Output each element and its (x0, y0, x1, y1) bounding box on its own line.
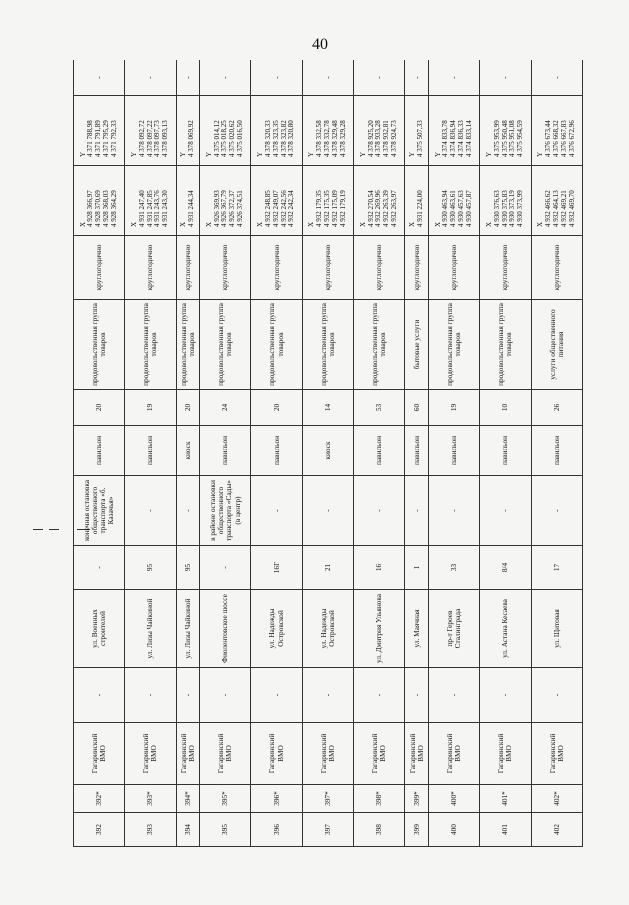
cell-num: 398 (354, 813, 405, 847)
cell-area: 60 (405, 390, 429, 426)
cell-area: 20 (74, 390, 125, 426)
cell-num: 393 (125, 813, 176, 847)
cell-y: Y 4 376 673,44 4 376 668,32 4 376 667,83 4 376 672,96 (531, 96, 582, 166)
cell-num: 394 (176, 813, 200, 847)
cell-x: X 4 932 466,62 4 932 464,13 4 932 469,21 4 932 469,70 (531, 166, 582, 236)
cell-street: ул. Надежды Островской (302, 590, 353, 668)
cell-code: 400* (428, 785, 479, 813)
cell-code: 395* (200, 785, 251, 813)
cell-specialization: продовольственная группа товаров (354, 300, 405, 390)
table-row (125, 60, 176, 847)
cell-street: ул. Лизы Чайкиной (125, 590, 176, 668)
cell-specialization: продовольственная группа товаров (125, 300, 176, 390)
cell-object-type: павильон (251, 426, 302, 476)
table-row (176, 60, 200, 847)
cell-house: - (74, 546, 125, 590)
cell-x: X 4 932 248,85 4 932 249,07 4 932 242,56 4 932 242,34 (251, 166, 302, 236)
cell-locality: - (251, 668, 302, 723)
cell-specialization: продовольственная группа товаров (480, 300, 531, 390)
cell-extra: - (74, 60, 125, 96)
cell-object-type: павильон (405, 426, 429, 476)
cell-code: 398* (354, 785, 405, 813)
cell-area: 14 (302, 390, 353, 426)
cell-x: X 4 932 179,35 4 932 175,35 4 932 175,09 4 932 179,19 (302, 166, 353, 236)
cell-x: X 4 931 224,00 (405, 166, 429, 236)
cell-specialization: продовольственная группа товаров (74, 300, 125, 390)
cell-extra: - (125, 60, 176, 96)
cell-area: 19 (428, 390, 479, 426)
cell-locality: - (480, 668, 531, 723)
cell-period: круглогодично (251, 236, 302, 300)
cell-locality: - (125, 668, 176, 723)
cell-landmark: - (125, 476, 176, 546)
cell-x: X 4 931 247,40 4 931 247,85 4 931 243,76 4 931 243,30 (125, 166, 176, 236)
cell-house: 16 (354, 546, 405, 590)
cell-object-type: павильон (480, 426, 531, 476)
cell-object-type: павильон (200, 426, 251, 476)
cell-period: круглогодично (405, 236, 429, 300)
cell-extra: - (176, 60, 200, 96)
cell-period: круглогодично (200, 236, 251, 300)
cell-extra: - (480, 60, 531, 96)
cell-house: - (200, 546, 251, 590)
cell-locality: - (176, 668, 200, 723)
table-row (405, 60, 429, 847)
cell-district: Гагаринский ВМО (480, 723, 531, 785)
cell-extra: - (354, 60, 405, 96)
cell-object-type: павильон (428, 426, 479, 476)
table-row (480, 60, 531, 847)
cell-code: 402* (531, 785, 582, 813)
cell-object-type: павильон (531, 426, 582, 476)
cell-area: 10 (480, 390, 531, 426)
cell-period: круглогодично (480, 236, 531, 300)
table-row (354, 60, 405, 847)
cell-district: Гагаринский ВМО (302, 723, 353, 785)
rotated-table-frame (73, 60, 583, 847)
cell-landmark: - (251, 476, 302, 546)
table-row (302, 60, 353, 847)
cell-y: Y 4 378 092,72 4 378 097,22 4 378 097,73 4 378 093,13 (125, 96, 176, 166)
cell-y: Y 4 371 788,98 4 371 791,89 4 371 795,29 4 371 792,33 (74, 96, 125, 166)
cell-landmark: в районе остановки общественного транспорта «Сады» (в центр) (200, 476, 251, 546)
cell-y: Y 4 378 332,58 4 378 332,78 4 378 329,48 4 378 329,28 (302, 96, 353, 166)
table-row (428, 60, 479, 847)
cell-street: пр-т Героев Сталинграда (428, 590, 479, 668)
cell-specialization: бытовые услуги (405, 300, 429, 390)
cell-landmark: - (302, 476, 353, 546)
cell-house: 33 (428, 546, 479, 590)
cell-extra: - (428, 60, 479, 96)
cell-street: ул. Щитовая (531, 590, 582, 668)
cell-code: 392* (74, 785, 125, 813)
cell-object-type: павильон (125, 426, 176, 476)
cell-num: 402 (531, 813, 582, 847)
cell-code: 394* (176, 785, 200, 813)
cell-house: 1 (405, 546, 429, 590)
cell-x: X 4 932 270,54 4 932 269,96 4 932 263,39 4 932 263,97 (354, 166, 405, 236)
cell-num: 397 (302, 813, 353, 847)
cell-y: Y 4 378 925,20 4 378 933,28 4 378 932,81 4 378 924,73 (354, 96, 405, 166)
cell-period: круглогодично (74, 236, 125, 300)
cell-y: Y 4 375 014,12 4 375 018,25 4 375 020,62 4 375 016,50 (200, 96, 251, 166)
table-row (200, 60, 251, 847)
cell-street: ул. Дмитрия Ульянова (354, 590, 405, 668)
table-row (74, 60, 125, 847)
cell-locality: - (531, 668, 582, 723)
page-number: 40 (312, 36, 328, 53)
cell-y: Y 4 378 320,33 4 378 323,35 4 378 323,82 4 378 320,80 (251, 96, 302, 166)
cell-extra: - (251, 60, 302, 96)
cell-extra: - (531, 60, 582, 96)
cell-house: 17 (531, 546, 582, 590)
cell-specialization: продовольственная группа товаров (176, 300, 200, 390)
cell-district: Гагаринский ВМО (531, 723, 582, 785)
cell-district: Гагаринский ВМО (405, 723, 429, 785)
cell-num: 392 (74, 813, 125, 847)
cell-num: 395 (200, 813, 251, 847)
cell-y: Y 4 375 953,99 4 375 950,48 4 375 951,08 4 375 954,59 (480, 96, 531, 166)
cell-street: ул. Военных строителей (74, 590, 125, 668)
cell-house: 16Г (251, 546, 302, 590)
cell-landmark: - (428, 476, 479, 546)
cell-house: 8/4 (480, 546, 531, 590)
cell-period: круглогодично (354, 236, 405, 300)
cell-num: 400 (428, 813, 479, 847)
cell-x: X 4 931 244,34 (176, 166, 200, 236)
cell-locality: - (74, 668, 125, 723)
cell-landmark: - (480, 476, 531, 546)
cell-x: X 4 928 366,97 4 928 370,69 4 928 368,03 4 928 364,29 (74, 166, 125, 236)
cell-code: 399* (405, 785, 429, 813)
cell-district: Гагаринский ВМО (251, 723, 302, 785)
cell-x: X 4 930 463,94 4 930 463,61 4 930 457,63 4 930 457,87 (428, 166, 479, 236)
table-row (531, 60, 582, 847)
cell-specialization: продовольственная группа товаров (428, 300, 479, 390)
cell-house: 95 (125, 546, 176, 590)
cell-landmark: - (176, 476, 200, 546)
cell-landmark: - (354, 476, 405, 546)
cell-period: круглогодично (428, 236, 479, 300)
cell-object-type: павильон (354, 426, 405, 476)
cell-locality: - (428, 668, 479, 723)
cell-district: Гагаринский ВМО (176, 723, 200, 785)
cell-locality: - (405, 668, 429, 723)
cell-x: X 4 930 376,63 4 930 375,83 4 930 373,19 4 930 373,99 (480, 166, 531, 236)
cell-code: 397* (302, 785, 353, 813)
cell-landmark: конечная остановка общественного транспорта «б. Казачья» (74, 476, 125, 546)
cell-specialization: услуги общественного питания (531, 300, 582, 390)
cell-period: круглогодично (176, 236, 200, 300)
cell-num: 399 (405, 813, 429, 847)
cell-period: круглогодично (531, 236, 582, 300)
placement-table (73, 60, 583, 847)
cell-street: Фиолентовское шоссе (200, 590, 251, 668)
cell-extra: - (405, 60, 429, 96)
cell-locality: - (200, 668, 251, 723)
cell-x: X 4 926 369,93 4 926 367,79 4 926 372,37 4 926 374,51 (200, 166, 251, 236)
cell-street: ул. Лизы Чайкиной (176, 590, 200, 668)
cell-district: Гагаринский ВМО (74, 723, 125, 785)
cell-street: ул. Маячная (405, 590, 429, 668)
cell-y: Y 4 374 833,78 4 374 836,94 4 374 836,33 4 374 833,14 (428, 96, 479, 166)
cell-landmark: - (531, 476, 582, 546)
cell-specialization: продовольственная группа товаров (200, 300, 251, 390)
cell-y: Y 4 375 507,33 (405, 96, 429, 166)
cell-district: Гагаринский ВМО (354, 723, 405, 785)
cell-locality: - (302, 668, 353, 723)
cell-period: круглогодично (302, 236, 353, 300)
cell-period: круглогодично (125, 236, 176, 300)
cell-num: 401 (480, 813, 531, 847)
cell-num: 396 (251, 813, 302, 847)
cell-area: 24 (200, 390, 251, 426)
cell-district: Гагаринский ВМО (125, 723, 176, 785)
cell-code: 401* (480, 785, 531, 813)
cell-area: 20 (176, 390, 200, 426)
cell-district: Гагаринский ВМО (200, 723, 251, 785)
cell-code: 396* (251, 785, 302, 813)
cell-code: 393* (125, 785, 176, 813)
cell-locality: - (354, 668, 405, 723)
cell-house: 21 (302, 546, 353, 590)
cell-district: Гагаринский ВМО (428, 723, 479, 785)
cell-area: 53 (354, 390, 405, 426)
table-row (251, 60, 302, 847)
cell-street: ул. Надежды Островской (251, 590, 302, 668)
cell-extra: - (302, 60, 353, 96)
cell-object-type: киоск (176, 426, 200, 476)
cell-house: 95 (176, 546, 200, 590)
cell-street: ул. Астана Кесаева (480, 590, 531, 668)
cell-area: 20 (251, 390, 302, 426)
cell-object-type: павильон (74, 426, 125, 476)
cell-specialization: продовольственная группа товаров (251, 300, 302, 390)
cell-object-type: киоск (302, 426, 353, 476)
cell-y: Y 4 378 069,92 (176, 96, 200, 166)
cell-area: 19 (125, 390, 176, 426)
cell-extra: - (200, 60, 251, 96)
cell-area: 26 (531, 390, 582, 426)
cell-specialization: продовольственная группа товаров (302, 300, 353, 390)
cell-landmark: - (405, 476, 429, 546)
